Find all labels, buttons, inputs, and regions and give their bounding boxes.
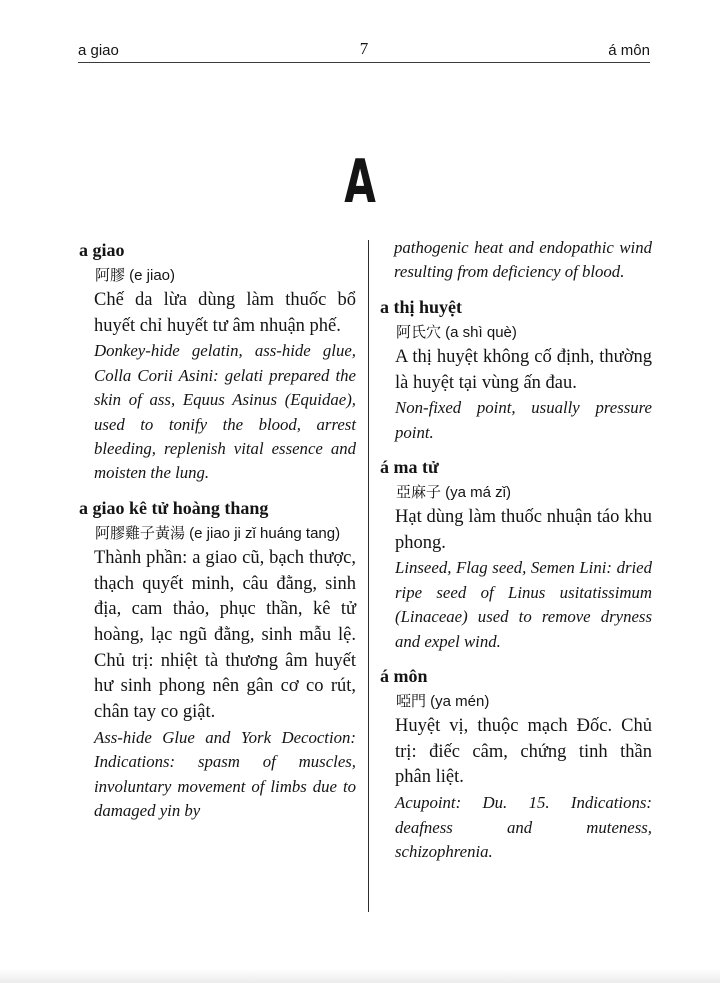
section-letter: A: [344, 147, 376, 217]
entry-vietnamese-definition: Huyệt vị, thuộc mạch Đốc. Chủ trị: điếc câm, chứng tinh thần phân liệt.: [395, 716, 652, 788]
entry-vietnamese-definition: A thị huyệt không cố định, thường là huyệt tại vùng ấn đau.: [395, 346, 652, 393]
entry-headword: a thị huyệt: [380, 296, 463, 317]
entry-english-definition: Linseed, Flag seed, Semen Lini: dried ripe seed of Linus usitatissimum (Linaceae) used to remove dryness and expel wind.: [395, 558, 652, 651]
running-header: [78, 40, 650, 63]
dictionary-entry: [79, 236, 356, 486]
entry-english-definition: Ass-hide Glue and York Decoction: Indications: spasm of muscles, involuntary movement of limbs due to damaged yin by: [94, 727, 356, 820]
entry-english-definition: Non-fixed point, usually pressure point.: [395, 398, 652, 442]
header-first-term: a giao: [78, 42, 119, 59]
entry-han-pinyin: 亞麻子 (ya má zǐ): [396, 484, 512, 502]
entry-english-definition: Acupoint: Du. 15. Indications: deafness and muteness, schizophrenia.: [395, 793, 652, 861]
header-last-term: á môn: [608, 42, 650, 59]
column-divider: [368, 240, 369, 912]
entry-vietnamese-definition: Thành phần: a giao cũ, bạch thược, thạch quyết minh, câu đằng, sinh địa, cam thảo, phục thần, kê tử hoàng, lạc ngũ đằng, sinh mẫu lệ. Chủ trị: nhiệt tà thương âm huyết hư sinh phong nên gân cơ co rút, chân tay co giật.: [94, 547, 356, 723]
dictionary-entry: [380, 662, 652, 864]
entry-english-definition: Donkey-hide gelatin, ass-hide glue, Colla Corii Asini: gelati prepared the skin of ass, Equus Asinus (Equidae), used to tonify the blood, arrest bleeding, replenish vital essence and moisten the lung.: [94, 341, 356, 483]
entry-headword: á ma tử: [380, 457, 439, 478]
entry-vietnamese-definition: Hạt dùng làm thuốc nhuận táo khu phong.: [395, 507, 652, 553]
entry-english-continuation: pathogenic heat and endopathic wind resulting from deficiency of blood.: [394, 238, 652, 282]
page-bottom-edge: [0, 969, 720, 983]
left-column: [79, 236, 356, 823]
entry-vietnamese-definition: Chế da lừa dùng làm thuốc bổ huyết chỉ huyết tư âm nhuận phế.: [94, 290, 356, 336]
entry-han-pinyin: 啞門 (ya mén): [396, 693, 490, 711]
entry-headword: a giao kê tử hoàng thang: [79, 497, 269, 518]
entry-han-pinyin: 阿膠 (e jiao): [95, 267, 176, 284]
entry-han-pinyin: 阿氏穴 (a shì què): [396, 323, 517, 341]
dictionary-entry: [380, 453, 652, 654]
entry-han-pinyin: 阿膠雞子黃湯 (e jiao ji zǐ huáng tang): [95, 524, 341, 542]
right-column: [380, 236, 652, 864]
dictionary-entry: [79, 494, 356, 824]
page-number: 7: [359, 39, 369, 58]
entry-headword: a giao: [79, 240, 125, 260]
entry-headword: á môn: [380, 666, 428, 687]
dictionary-entry: [380, 293, 652, 445]
